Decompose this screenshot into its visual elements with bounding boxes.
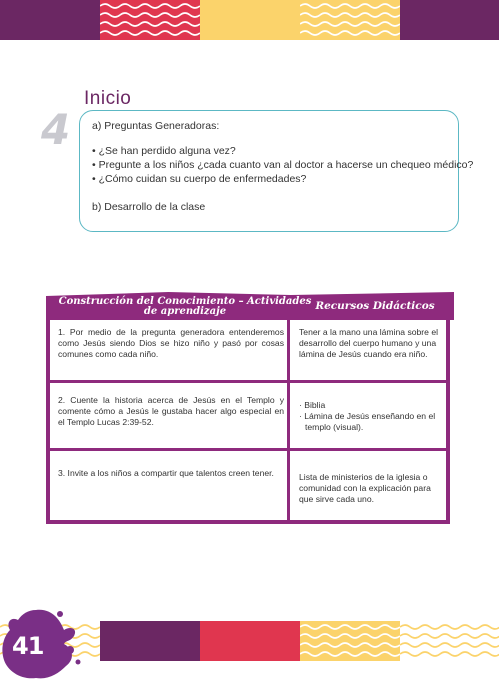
top-decorative-band bbox=[0, 0, 499, 40]
generator-questions-heading: a) Preguntas Generadoras: bbox=[92, 120, 220, 132]
row-divider bbox=[46, 380, 450, 383]
question-item: • Pregunte a los niños ¿cada cuanto van al doctor a hacerse un chequeo médico? bbox=[92, 159, 474, 171]
resource-item: · Biblia bbox=[299, 400, 326, 410]
band-purple-right bbox=[400, 0, 499, 40]
band-purple bbox=[100, 621, 200, 661]
questions-box bbox=[79, 110, 474, 232]
band-pink bbox=[200, 621, 300, 661]
row2-resource bbox=[299, 400, 443, 433]
row1-resource: Tener a la mano una lámina sobre el desarrollo del cuerpo humano y una lámina de Jesús cuando era niño. bbox=[299, 327, 439, 359]
band-white-wave-right bbox=[400, 621, 499, 661]
section-title: Inicio bbox=[84, 88, 132, 109]
activities-table bbox=[46, 292, 454, 526]
resource-item: · Lámina de Jesús enseñando en el templo (visual). bbox=[299, 411, 436, 432]
page-number: 41 bbox=[12, 632, 44, 660]
header-activities: Construcción del Conocimiento – Actividades de aprendizaje bbox=[58, 296, 312, 317]
band-pink-wave bbox=[100, 0, 200, 40]
section-number: 4 bbox=[41, 105, 69, 154]
row1-activity: 1. Por medio de la pregunta generadora entenderemos como Jesús siendo Dios se hizo niño y pasó por cosas comunes como cada niño. bbox=[58, 327, 284, 359]
band-yellow-wave bbox=[300, 0, 400, 40]
row3-resource: Lista de ministerios de la iglesia o comunidad con la explicación para que sirve cada uno. bbox=[299, 472, 431, 504]
band-yellow-wave bbox=[300, 621, 400, 661]
column-divider bbox=[287, 320, 290, 524]
header-resources: Recursos Didácticos bbox=[315, 300, 435, 312]
question-item: • ¿Se han perdido alguna vez? bbox=[92, 145, 236, 157]
band-yellow-solid bbox=[200, 0, 300, 40]
question-item: • ¿Cómo cuidan su cuerpo de enfermedades? bbox=[92, 173, 307, 185]
row2-activity: 2. Cuente la historia acerca de Jesús en el Templo y comente cómo a Jesús le gustaba hacer algo especial en el Templo Lucas 2:39-52. bbox=[58, 395, 284, 427]
row3-activity: 3. Invite a los niños a compartir que talentos creen tener. bbox=[58, 468, 274, 478]
row-divider bbox=[46, 448, 450, 451]
band-purple-left bbox=[0, 0, 100, 40]
class-development-heading: b) Desarrollo de la clase bbox=[92, 201, 206, 213]
